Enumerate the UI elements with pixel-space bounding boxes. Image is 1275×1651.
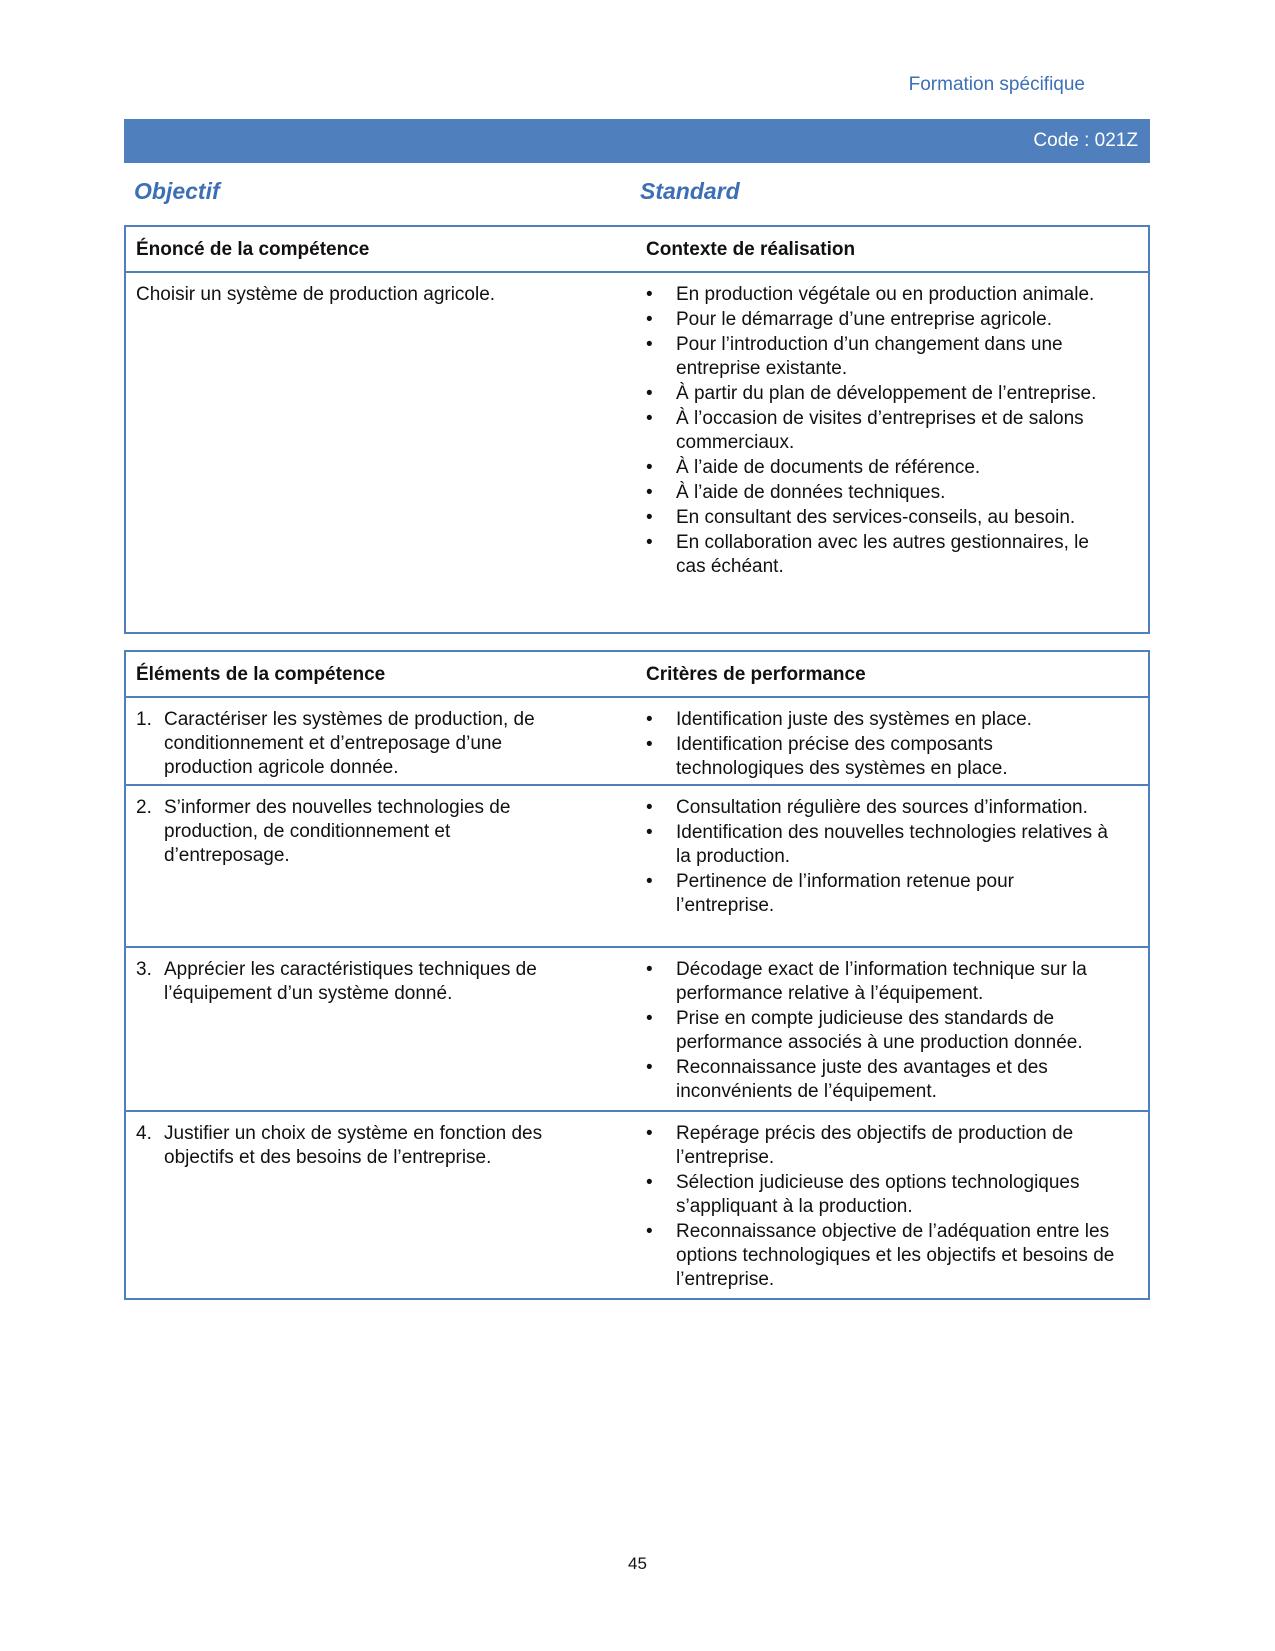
criteria-list [646,708,1116,782]
context-item: • En consultant des services-conseils, au besoin. [646,506,1116,530]
criteria-list [646,958,1116,1105]
elements-heading: Éléments de la compétence [136,664,386,685]
objectif-heading: Objectif [134,178,220,204]
contexte-heading: Contexte de réalisation [646,239,856,260]
element-number: 1. [136,709,152,730]
competency-code: Code : 021Z [1033,130,1138,151]
criteria-item: • Pertinence de l’information retenue pour l’entreprise. [646,870,1116,918]
context-list [646,283,1116,580]
context-item: • En collaboration avec les autres gestionnaires, le cas échéant. [646,531,1116,579]
context-item: • À l’aide de documents de référence. [646,456,1116,480]
criteria-item: • Identification des nouvelles technologies relatives à la production. [646,821,1116,869]
criteria-item: • Prise en compte judicieuse des standards de performance associés à une production donnée. [646,1007,1116,1055]
criteria-item: • Sélection judicieuse des options technologiques s’appliquant à la production. [646,1171,1116,1219]
criteria-item: • Identification précise des composants technologiques des systèmes en place. [646,733,1116,781]
criteria-item: • Reconnaissance objective de l’adéquation entre les options technologiques et les objectifs et besoins de l’entreprise. [646,1220,1116,1292]
element-item [136,796,556,868]
element-text: S’informer des nouvelles technologies de production, de conditionnement et d’entreposage. [164,797,511,866]
context-item: • À l’aide de données techniques. [646,481,1116,505]
criteria-list [646,1122,1116,1293]
code-bar [124,119,1150,163]
criteria-item: • Reconnaissance juste des avantages et des inconvénients de l’équipement. [646,1056,1116,1104]
criteria-item: • Repérage précis des objectifs de production de l’entreprise. [646,1122,1116,1170]
element-item [136,708,556,780]
element-number: 3. [136,959,152,980]
column-headings [124,178,1150,214]
competence-row [126,273,1148,628]
standard-heading: Standard [640,178,740,204]
elements-box [124,650,1150,1300]
enonce-heading: Énoncé de la compétence [136,239,370,260]
criteres-heading: Critères de performance [646,664,866,685]
competence-box [124,225,1150,634]
element-text: Caractériser les systèmes de production, de conditionnement et d’entreposage d’une production agricole donnée. [164,709,535,778]
context-item: • Pour le démarrage d’une entreprise agricole. [646,308,1116,332]
element-row [126,698,1148,784]
element-row [126,784,1148,946]
context-item: • À l’occasion de visites d’entreprises et de salons commerciaux. [646,407,1116,455]
element-number: 4. [136,1123,152,1144]
element-item [136,1122,556,1170]
criteria-item: • Identification juste des systèmes en place. [646,708,1116,732]
element-row [126,1110,1148,1298]
competence-statement: Choisir un système de production agricole. [136,284,496,305]
element-text: Justifier un choix de système en fonction des objectifs et des besoins de l’entreprise. [164,1123,543,1168]
competence-box-header [126,227,1148,273]
criteria-list [646,796,1116,919]
page-number: 45 [628,1554,647,1573]
criteria-item: • Décodage exact de l’information technique sur la performance relative à l’équipement. [646,958,1116,1006]
criteria-item: • Consultation régulière des sources d’information. [646,796,1116,820]
element-text: Apprécier les caractéristiques techniques de l’équipement d’un système donné. [164,959,537,1004]
document-section-title: Formation spécifique [908,74,1085,95]
element-number: 2. [136,797,152,818]
context-item: • En production végétale ou en production animale. [646,283,1116,307]
context-item: • Pour l’introduction d’un changement dans une entreprise existante. [646,333,1116,381]
elements-box-header [126,652,1148,698]
context-item: • À partir du plan de développement de l’entreprise. [646,382,1116,406]
element-item [136,958,556,1006]
element-row [126,946,1148,1110]
